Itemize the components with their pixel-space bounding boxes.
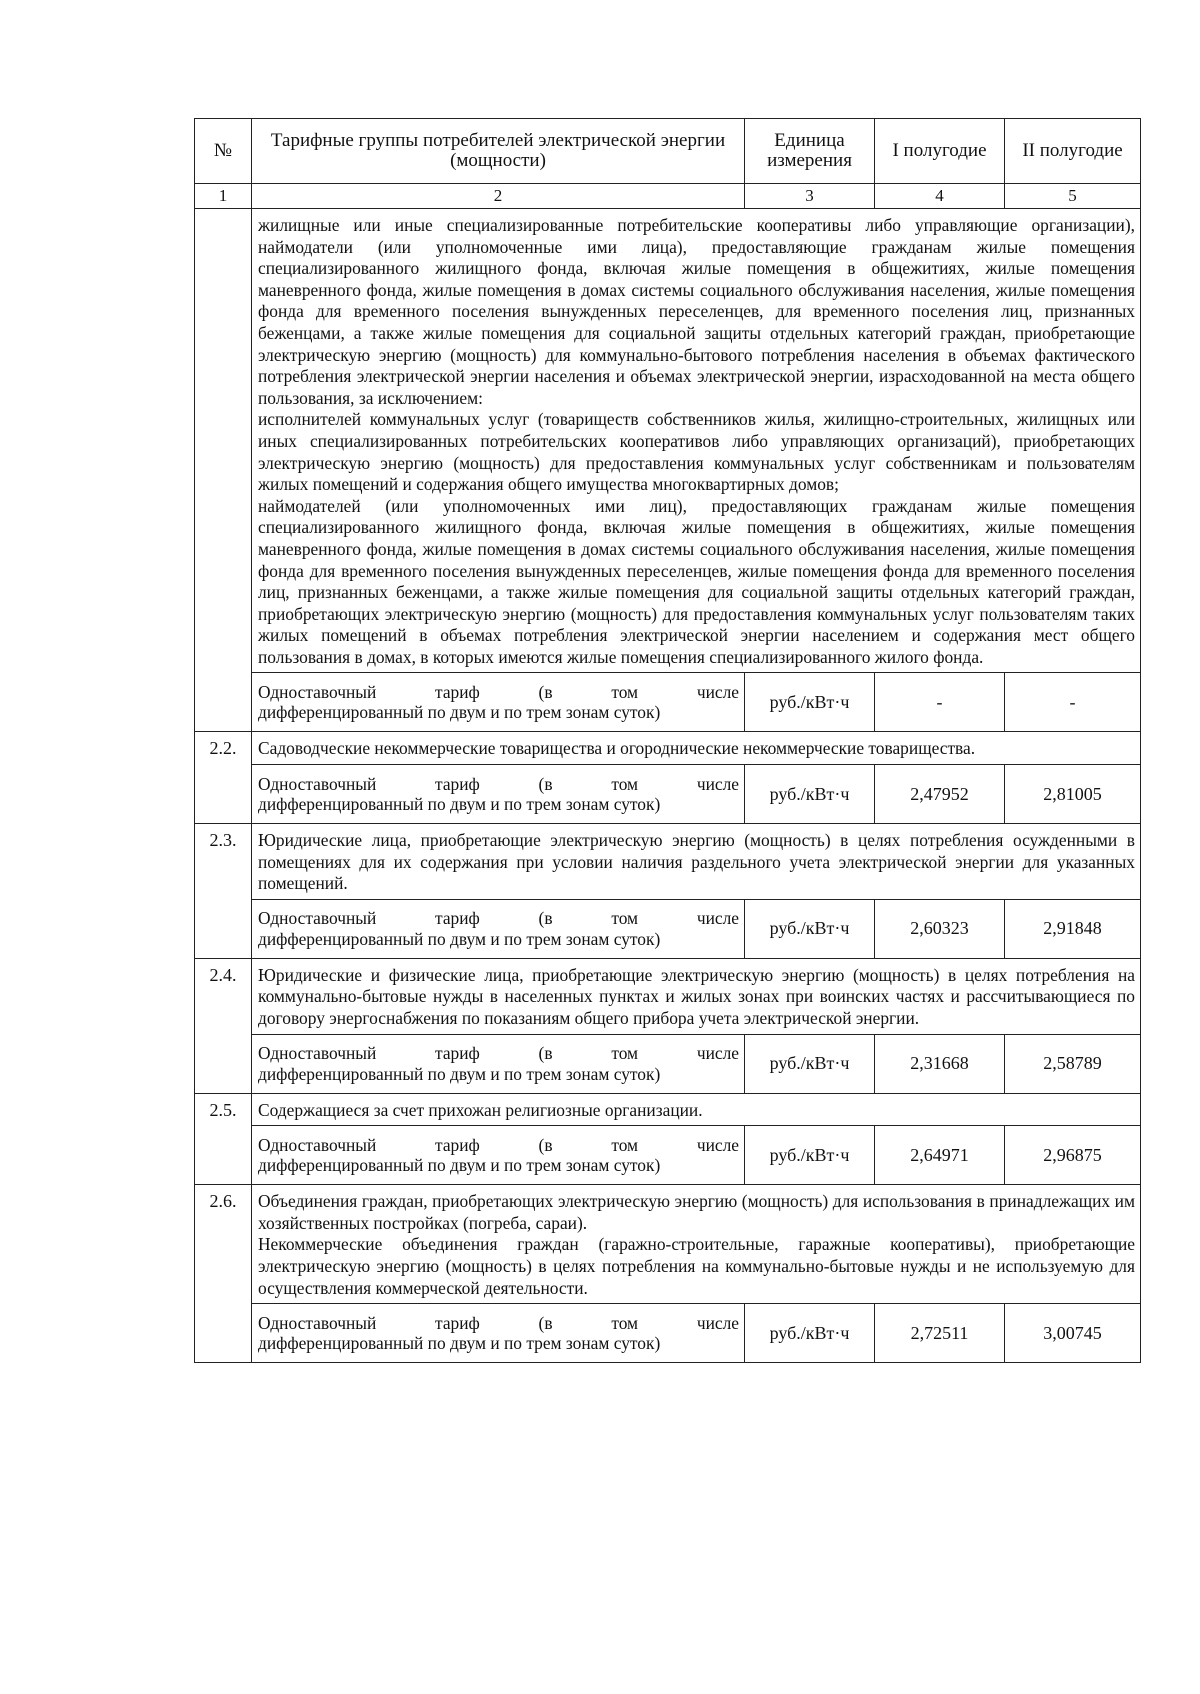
row-number: 2.5.	[195, 1093, 252, 1185]
header-unit: Единица измерения	[745, 119, 875, 184]
h2-value: -	[1005, 673, 1141, 732]
table-row	[195, 824, 1141, 900]
table-row	[195, 1034, 1141, 1093]
table-row	[195, 1093, 1141, 1126]
index-cell: 5	[1005, 184, 1141, 209]
row-number: 2.3.	[195, 824, 252, 959]
rate-label-line2: дифференцированный по двум и по трем зонам суток)	[258, 702, 661, 723]
unit-cell: руб./кВт·ч	[745, 1034, 875, 1093]
rate-label	[252, 673, 745, 732]
header-row	[195, 119, 1141, 184]
rate-label-line2: дифференцированный по двум и по трем зонам суток)	[258, 928, 661, 949]
table-body	[195, 209, 1141, 1363]
rate-label-line2: дифференцированный по двум и по трем зонам суток)	[258, 794, 661, 815]
group-description	[252, 958, 1141, 1034]
paragraph: Юридические лица, приобретающие электрическую энергию (мощность) в целях потребления осужденными в помещениях для их содержания при условии наличия раздельного учета электрической энергии для указанных помещений.	[258, 830, 1135, 894]
paragraph: жилищные или иные специализированные потребительские кооперативы либо управляющие организации), наймодатели (или уполномоченные ими лица), предоставляющие гражданам жилые помещения специализированного жилищного фонда, включая жилые помещения в общежитиях, жилые помещения маневренного фонда, жилые помещения в домах системы социального обслуживания населения, жилые помещения фонда для временного поселения вынужденных переселенцев, для временного поселения лиц, признанных беженцами, а также жилые помещения для социальной защиты отдельных категорий граждан, приобретающие электрическую энергию (мощность) для коммунально-бытового потребления населения в объемах фактического потребления электрической энергии населения и объемах электрической энергии, израсходованной на места общего пользования, за исключением:	[258, 215, 1135, 408]
index-cell: 1	[195, 184, 252, 209]
table-row	[195, 209, 1141, 673]
paragraph: исполнителей коммунальных услуг (товариществ собственников жилья, жилищно-строительных, жилищных или иных специализированных потребительских кооперативов либо управляющих организаций), приобретающих электрическую энергию (мощность) для предоставления коммунальных услуг собственникам и пользователям жилых помещений и содержания общего имущества многоквартирных домов;	[258, 409, 1135, 495]
row-number: 2.4.	[195, 958, 252, 1093]
unit-cell: руб./кВт·ч	[745, 673, 875, 732]
tariff-table	[194, 118, 1141, 1363]
h1-value: -	[875, 673, 1005, 732]
group-description	[252, 1093, 1141, 1126]
paragraph: наймодателей (или уполномоченных ими лиц), предоставляющих гражданам жилые помещения специализированного жилищного фонда, включая жилые помещения в общежитиях, жилые помещения маневренного фонда, жилые помещения в домах системы социального обслуживания населения, жилые помещения фонда для временного поселения вынужденных переселенцев, жилые помещения фонда для временного поселения лиц, признанных беженцами, а также жилые помещения для социальной защиты отдельных категорий граждан, приобретающих электрическую энергию (мощность) для предоставления коммунальных услуг пользователям таких жилых помещений в объемах потребления электрической энергии населением и содержания мест общего пользования в домах, в которых имеются жилые помещения специализированного жилого фонда.	[258, 495, 1135, 667]
header-num: №	[195, 119, 252, 184]
index-cell: 3	[745, 184, 875, 209]
table-row	[195, 1126, 1141, 1185]
h2-value: 2,96875	[1005, 1126, 1141, 1185]
paragraph: Некоммерческие объединения граждан (гаражно-строительные, гаражные кооперативы), приобретающие электрическую энергию (мощность) в целях потребления на коммунально-бытовые нужды и не используемую для осуществления коммерческой деятельности.	[258, 1234, 1135, 1298]
group-description	[252, 1185, 1141, 1304]
rate-label	[252, 1126, 745, 1185]
row-number: 2.2.	[195, 732, 252, 824]
unit-cell: руб./кВт·ч	[745, 1126, 875, 1185]
rate-label-line1: Одноставочный тариф (в том числе	[258, 1312, 739, 1333]
rate-label-line1: Одноставочный тариф (в том числе	[258, 681, 739, 702]
paragraph: Садоводческие некоммерческие товарищества и огороднические некоммерческие товарищества.	[258, 738, 976, 759]
h2-value: 2,91848	[1005, 899, 1141, 958]
unit-cell: руб./кВт·ч	[745, 1304, 875, 1363]
table-row	[195, 673, 1141, 732]
paragraph: Объединения граждан, приобретающих электрическую энергию (мощность) для использования в принадлежащих им хозяйственных постройках (погреба, сараи).	[258, 1191, 1135, 1233]
table-row	[195, 958, 1141, 1034]
group-description	[252, 209, 1141, 673]
tariff-table-page	[194, 118, 1140, 1363]
index-cell: 2	[252, 184, 745, 209]
table-row	[195, 1185, 1141, 1304]
group-description	[252, 824, 1141, 900]
row-number: 2.6.	[195, 1185, 252, 1363]
index-row	[195, 184, 1141, 209]
row-number	[195, 209, 252, 732]
header-h2: II полугодие	[1005, 119, 1141, 184]
h1-value: 2,31668	[875, 1034, 1005, 1093]
header-group: Тарифные группы потребителей электрической энергии (мощности)	[252, 119, 745, 184]
rate-label-line1: Одноставочный тариф (в том числе	[258, 773, 739, 794]
h2-value: 2,81005	[1005, 765, 1141, 824]
rate-label	[252, 1304, 745, 1363]
h1-value: 2,64971	[875, 1126, 1005, 1185]
group-description	[252, 732, 1141, 765]
h1-value: 2,72511	[875, 1304, 1005, 1363]
rate-label-line1: Одноставочный тариф (в том числе	[258, 1134, 739, 1155]
table-row	[195, 1304, 1141, 1363]
h2-value: 3,00745	[1005, 1304, 1141, 1363]
unit-cell: руб./кВт·ч	[745, 765, 875, 824]
paragraph: Юридические и физические лица, приобретающие электрическую энергию (мощность) в целях потребления на коммунально-бытовые нужды в населенных пунктах и жилых зонах при воинских частях и рассчитывающиеся по договору энергоснабжения по показаниям общего прибора учета электрической энергии.	[258, 964, 1135, 1029]
rate-label	[252, 765, 745, 824]
rate-label-line2: дифференцированный по двум и по трем зонам суток)	[258, 1333, 661, 1354]
paragraph: Содержащиеся за счет прихожан религиозные организации.	[258, 1099, 703, 1120]
rate-label-line1: Одноставочный тариф (в том числе	[258, 908, 739, 929]
table-row	[195, 732, 1141, 765]
rate-label-line2: дифференцированный по двум и по трем зонам суток)	[258, 1155, 661, 1176]
table-row	[195, 765, 1141, 824]
h1-value: 2,60323	[875, 899, 1005, 958]
rate-label	[252, 1034, 745, 1093]
h1-value: 2,47952	[875, 765, 1005, 824]
index-cell: 4	[875, 184, 1005, 209]
h2-value: 2,58789	[1005, 1034, 1141, 1093]
header-h1: I полугодие	[875, 119, 1005, 184]
rate-label-line2: дифференцированный по двум и по трем зонам суток)	[258, 1063, 661, 1084]
rate-label-line1: Одноставочный тариф (в том числе	[258, 1043, 739, 1064]
unit-cell: руб./кВт·ч	[745, 899, 875, 958]
rate-label	[252, 899, 745, 958]
table-row	[195, 899, 1141, 958]
